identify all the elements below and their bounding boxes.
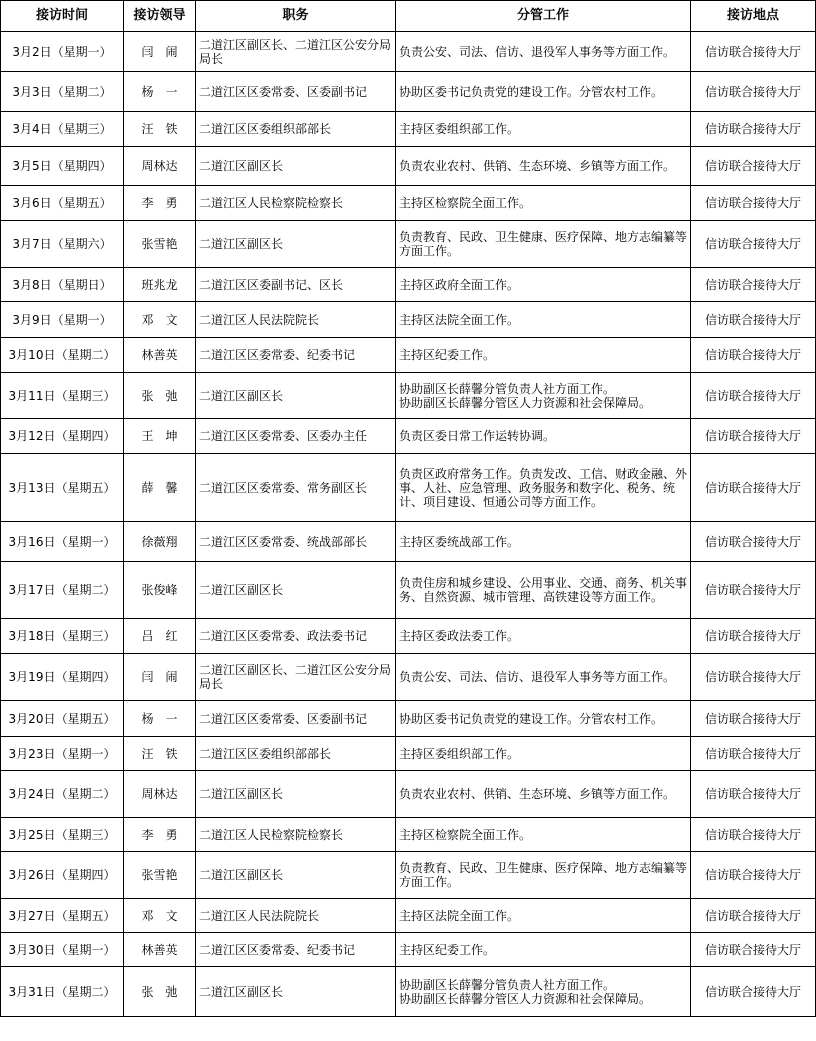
cell-duty: 负责公安、司法、信访、退役军人事务等方面工作。 [396, 32, 691, 72]
cell-place: 信访联合接待大厅 [691, 112, 816, 147]
cell-title: 二道江区区委常委、统战部部长 [196, 522, 396, 562]
cell-place: 信访联合接待大厅 [691, 852, 816, 899]
table-body [1, 32, 816, 1017]
cell-duty: 主持区检察院全面工作。 [396, 818, 691, 852]
cell-date: 3月8日（星期日） [1, 268, 124, 302]
cell-date: 3月9日（星期一） [1, 302, 124, 338]
cell-leader: 周林达 [124, 771, 196, 818]
cell-duty: 主持区纪委工作。 [396, 933, 691, 967]
cell-place: 信访联合接待大厅 [691, 72, 816, 112]
cell-duty: 主持区检察院全面工作。 [396, 186, 691, 221]
cell-place: 信访联合接待大厅 [691, 268, 816, 302]
cell-title: 二道江区副区长 [196, 967, 396, 1017]
cell-date: 3月2日（星期一） [1, 32, 124, 72]
cell-leader: 王 坤 [124, 419, 196, 454]
cell-date: 3月25日（星期三） [1, 818, 124, 852]
cell-title: 二道江区区委常委、区委办主任 [196, 419, 396, 454]
cell-date: 3月10日（星期二） [1, 338, 124, 373]
cell-duty: 协助区委书记负责党的建设工作。分管农村工作。 [396, 72, 691, 112]
cell-title: 二道江区区委常委、纪委书记 [196, 338, 396, 373]
cell-leader: 邓 文 [124, 899, 196, 933]
cell-leader: 闫 闹 [124, 32, 196, 72]
cell-title: 二道江区副区长、二道江区公安分局局长 [196, 654, 396, 701]
cell-title: 二道江区副区长 [196, 771, 396, 818]
table-row [1, 562, 816, 619]
table-row [1, 654, 816, 701]
cell-duty: 主持区委统战部工作。 [396, 522, 691, 562]
cell-title: 二道江区副区长 [196, 562, 396, 619]
header-duty: 分管工作 [396, 1, 691, 32]
cell-place: 信访联合接待大厅 [691, 654, 816, 701]
cell-leader: 张俊峰 [124, 562, 196, 619]
cell-place: 信访联合接待大厅 [691, 967, 816, 1017]
table-row [1, 72, 816, 112]
cell-place: 信访联合接待大厅 [691, 221, 816, 268]
cell-title: 二道江区人民检察院检察长 [196, 186, 396, 221]
cell-leader: 张雪艳 [124, 852, 196, 899]
cell-date: 3月20日（星期五） [1, 701, 124, 737]
cell-date: 3月17日（星期二） [1, 562, 124, 619]
cell-leader: 吕 红 [124, 619, 196, 654]
cell-title: 二道江区区委常委、区委副书记 [196, 701, 396, 737]
table-row [1, 268, 816, 302]
cell-duty: 主持区委组织部工作。 [396, 112, 691, 147]
cell-leader: 周林达 [124, 147, 196, 186]
cell-date: 3月7日（星期六） [1, 221, 124, 268]
table-row [1, 737, 816, 771]
table-row [1, 373, 816, 419]
cell-title: 二道江区区委常委、常务副区长 [196, 454, 396, 522]
cell-leader: 林善英 [124, 933, 196, 967]
table-header-row [1, 1, 816, 32]
cell-duty: 主持区法院全面工作。 [396, 302, 691, 338]
cell-date: 3月30日（星期一） [1, 933, 124, 967]
cell-place: 信访联合接待大厅 [691, 737, 816, 771]
cell-duty: 主持区法院全面工作。 [396, 899, 691, 933]
cell-duty: 主持区委政法委工作。 [396, 619, 691, 654]
cell-place: 信访联合接待大厅 [691, 899, 816, 933]
cell-title: 二道江区区委常委、区委副书记 [196, 72, 396, 112]
cell-date: 3月13日（星期五） [1, 454, 124, 522]
cell-place: 信访联合接待大厅 [691, 933, 816, 967]
cell-duty: 主持区政府全面工作。 [396, 268, 691, 302]
table-row [1, 302, 816, 338]
cell-place: 信访联合接待大厅 [691, 454, 816, 522]
table-row [1, 619, 816, 654]
cell-date: 3月12日（星期四） [1, 419, 124, 454]
cell-title: 二道江区副区长 [196, 147, 396, 186]
cell-title: 二道江区人民法院院长 [196, 899, 396, 933]
cell-title: 二道江区区委常委、纪委书记 [196, 933, 396, 967]
cell-place: 信访联合接待大厅 [691, 419, 816, 454]
cell-leader: 班兆龙 [124, 268, 196, 302]
cell-duty: 协助副区长薛馨分管负责人社方面工作。 协助副区长薛馨分管区人力资源和社会保障局。 [396, 967, 691, 1017]
cell-duty: 协助区委书记负责党的建设工作。分管农村工作。 [396, 701, 691, 737]
cell-place: 信访联合接待大厅 [691, 32, 816, 72]
cell-duty: 主持区委组织部工作。 [396, 737, 691, 771]
cell-place: 信访联合接待大厅 [691, 186, 816, 221]
cell-leader: 汪 铁 [124, 737, 196, 771]
cell-date: 3月27日（星期五） [1, 899, 124, 933]
cell-date: 3月24日（星期二） [1, 771, 124, 818]
cell-date: 3月11日（星期三） [1, 373, 124, 419]
cell-place: 信访联合接待大厅 [691, 373, 816, 419]
cell-leader: 薛 馨 [124, 454, 196, 522]
table-row [1, 32, 816, 72]
table-row [1, 701, 816, 737]
cell-title: 二道江区区委副书记、区长 [196, 268, 396, 302]
cell-duty: 负责教育、民政、卫生健康、医疗保障、地方志编纂等方面工作。 [396, 852, 691, 899]
cell-title: 二道江区副区长 [196, 852, 396, 899]
table-row [1, 186, 816, 221]
cell-date: 3月4日（星期三） [1, 112, 124, 147]
cell-title: 二道江区人民法院院长 [196, 302, 396, 338]
cell-duty: 负责公安、司法、信访、退役军人事务等方面工作。 [396, 654, 691, 701]
header-place: 接访地点 [691, 1, 816, 32]
cell-leader: 林善英 [124, 338, 196, 373]
cell-leader: 闫 闹 [124, 654, 196, 701]
cell-leader: 张 弛 [124, 967, 196, 1017]
header-title: 职务 [196, 1, 396, 32]
cell-duty: 主持区纪委工作。 [396, 338, 691, 373]
cell-place: 信访联合接待大厅 [691, 147, 816, 186]
table-row [1, 933, 816, 967]
cell-title: 二道江区副区长 [196, 221, 396, 268]
cell-place: 信访联合接待大厅 [691, 562, 816, 619]
cell-duty: 负责农业农村、供销、生态环境、乡镇等方面工作。 [396, 147, 691, 186]
cell-leader: 邓 文 [124, 302, 196, 338]
table-row [1, 818, 816, 852]
cell-duty: 负责农业农村、供销、生态环境、乡镇等方面工作。 [396, 771, 691, 818]
table-row [1, 967, 816, 1017]
cell-duty: 负责区政府常务工作。负责发改、工信、财政金融、外事、人社、应急管理、政务服务和数字化、税务、统计、项目建设、恒通公司等方面工作。 [396, 454, 691, 522]
table-row [1, 338, 816, 373]
cell-date: 3月31日（星期二） [1, 967, 124, 1017]
cell-duty: 协助副区长薛馨分管负责人社方面工作。 协助副区长薛馨分管区人力资源和社会保障局。 [396, 373, 691, 419]
cell-leader: 李 勇 [124, 186, 196, 221]
cell-leader: 杨 一 [124, 72, 196, 112]
cell-place: 信访联合接待大厅 [691, 302, 816, 338]
cell-leader: 张 弛 [124, 373, 196, 419]
table-row [1, 771, 816, 818]
cell-place: 信访联合接待大厅 [691, 338, 816, 373]
cell-title: 二道江区区委常委、政法委书记 [196, 619, 396, 654]
header-leader: 接访领导 [124, 1, 196, 32]
table-row [1, 221, 816, 268]
cell-leader: 张雪艳 [124, 221, 196, 268]
table-row [1, 454, 816, 522]
table-row [1, 112, 816, 147]
cell-title: 二道江区区委组织部部长 [196, 737, 396, 771]
cell-title: 二道江区副区长 [196, 373, 396, 419]
cell-date: 3月3日（星期二） [1, 72, 124, 112]
cell-date: 3月23日（星期一） [1, 737, 124, 771]
cell-title: 二道江区区委组织部部长 [196, 112, 396, 147]
cell-duty: 负责教育、民政、卫生健康、医疗保障、地方志编纂等方面工作。 [396, 221, 691, 268]
cell-date: 3月6日（星期五） [1, 186, 124, 221]
cell-duty: 负责住房和城乡建设、公用事业、交通、商务、机关事务、自然资源、城市管理、高铁建设等方面工作。 [396, 562, 691, 619]
cell-date: 3月19日（星期四） [1, 654, 124, 701]
cell-place: 信访联合接待大厅 [691, 522, 816, 562]
cell-date: 3月16日（星期一） [1, 522, 124, 562]
header-time: 接访时间 [1, 1, 124, 32]
cell-leader: 李 勇 [124, 818, 196, 852]
table-row [1, 899, 816, 933]
cell-date: 3月26日（星期四） [1, 852, 124, 899]
cell-title: 二道江区副区长、二道江区公安分局局长 [196, 32, 396, 72]
table-row [1, 147, 816, 186]
table-row [1, 522, 816, 562]
cell-title: 二道江区人民检察院检察长 [196, 818, 396, 852]
cell-place: 信访联合接待大厅 [691, 619, 816, 654]
cell-place: 信访联合接待大厅 [691, 771, 816, 818]
cell-place: 信访联合接待大厅 [691, 701, 816, 737]
table-row [1, 852, 816, 899]
cell-date: 3月5日（星期四） [1, 147, 124, 186]
cell-leader: 杨 一 [124, 701, 196, 737]
cell-leader: 徐薇翔 [124, 522, 196, 562]
table-row [1, 419, 816, 454]
cell-date: 3月18日（星期三） [1, 619, 124, 654]
cell-place: 信访联合接待大厅 [691, 818, 816, 852]
cell-duty: 负责区委日常工作运转协调。 [396, 419, 691, 454]
cell-leader: 汪 铁 [124, 112, 196, 147]
